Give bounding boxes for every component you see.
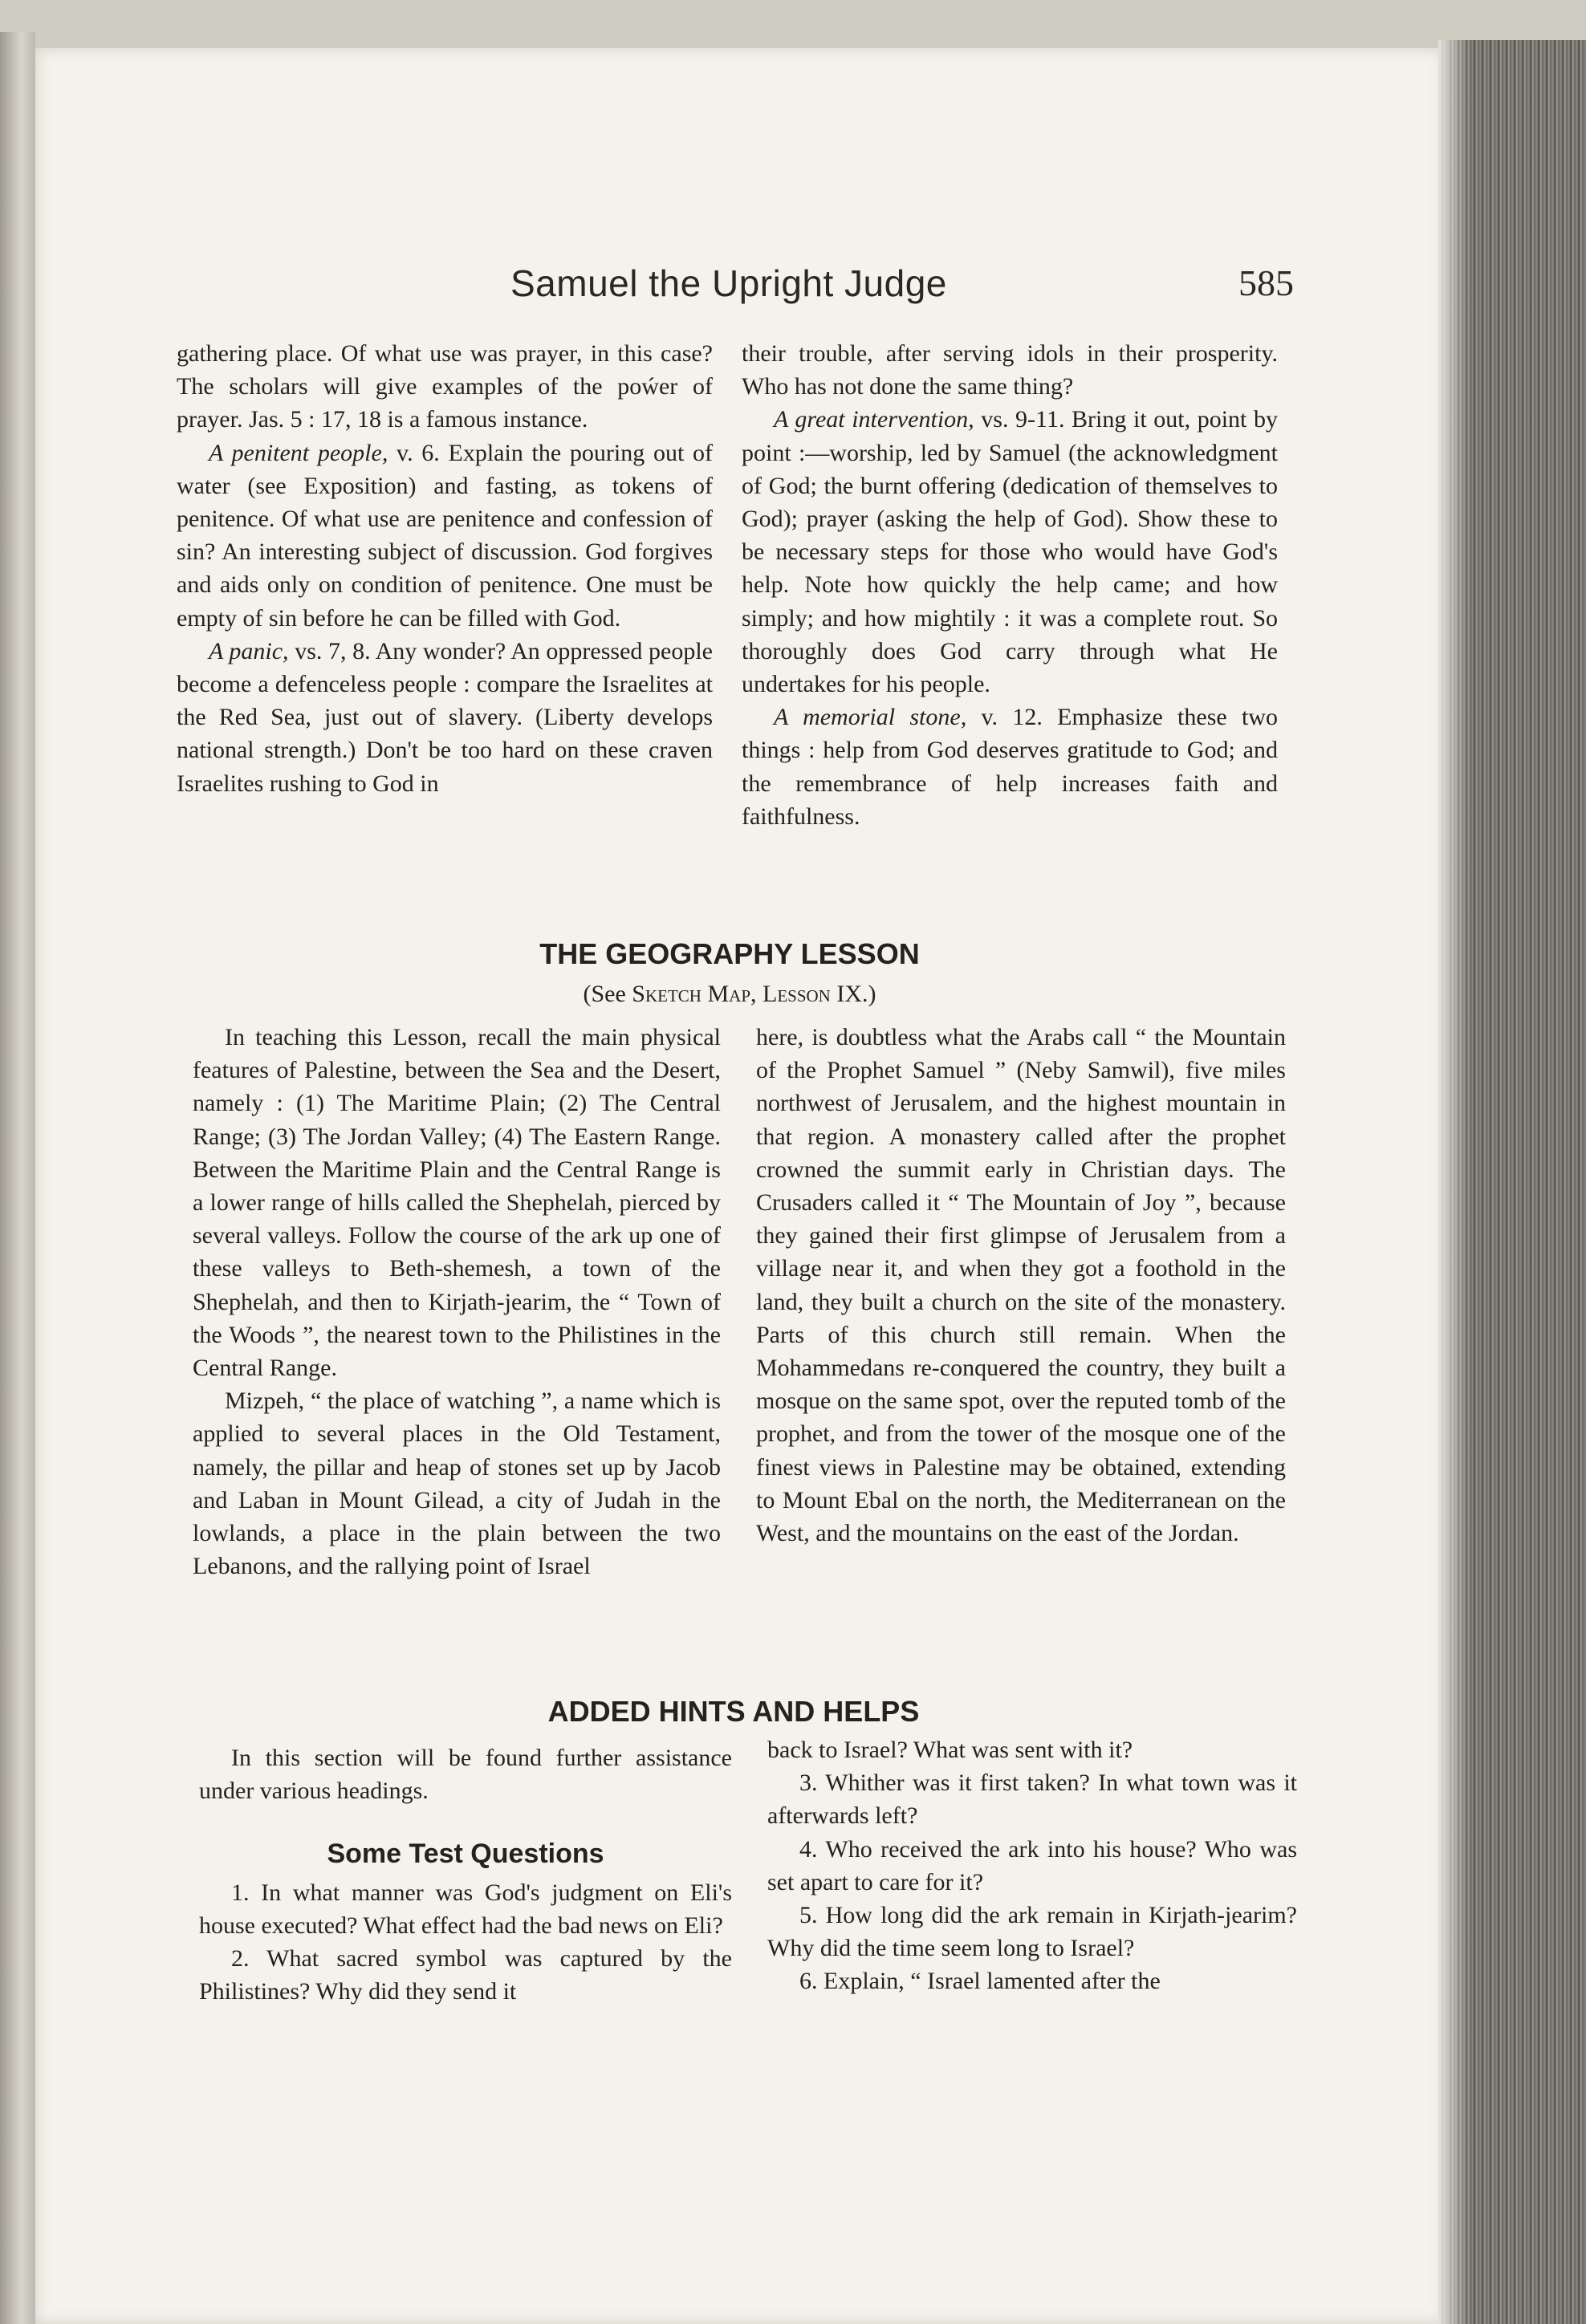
running-title: Samuel the Upright Judge — [510, 262, 947, 304]
paragraph: Mizpeh, “ the place of watching ”, a name which is applied to several places in the Old Testament, namely, the pillar and heap of stones set up by Jacob and Laban in Mount Gilead, a city of Judah in the lowlands, a place in the plain between the two Lebanons, and the rallying point of Israel — [193, 1387, 721, 1580]
paragraph-lead: A great intervention, — [774, 406, 974, 433]
section-subheading-geography — [181, 981, 1278, 1008]
paragraph-text: vs. 7, 8. Any wonder? An oppressed people become a defenceless people : compare the Israelites at the Red Sea, just out of slavery. (Liberty develops national strength.) Don't be too hard on these craven Israelites rushing to God in — [177, 637, 713, 797]
column-geography-left — [193, 1021, 721, 1583]
paragraph: In this section will be found further assistance under various headings. — [199, 1745, 732, 1805]
left-page-edge — [0, 32, 35, 2324]
subheading-test-questions: Some Test Questions — [327, 1838, 604, 1870]
question: 2. What sacred symbol was captured by the Philistines? Why did they send it — [199, 1945, 732, 2005]
page-number: 585 — [1238, 262, 1294, 303]
paragraph-lead: A memorial stone, — [774, 704, 967, 731]
paragraph — [177, 437, 713, 635]
question: 5. How long did the ark remain in Kirjath-jearim? Why did the time seem long to Israel? — [767, 1902, 1297, 1962]
paragraph-text: vs. 9-11. Bring it out, point by point :—worship, led by Samuel (the acknowledgment of God; the burnt offering (dedication of themselves to God); prayer (asking the help of God). Show these to be necessary steps for those who would have God's help. Note how quickly the help came; and how simply; and how mightily : it was a complete rout. So thoroughly does God carry through what He undertakes for his people. — [742, 406, 1278, 698]
section-heading-hints: ADDED HINTS AND HELPS — [547, 1695, 920, 1728]
question: 6. Explain, “ Israel lamented after the — [799, 1968, 1161, 1995]
question: 4. Who received the ark into his house? Who was set apart to care for it? — [767, 1835, 1297, 1895]
column-top-left — [177, 337, 713, 800]
column-hints-right — [767, 1733, 1297, 1998]
paragraph-lead: A penitent people, — [209, 439, 388, 466]
paragraph-lead: A panic, — [209, 637, 289, 664]
page-gutter-shadow — [1438, 40, 1470, 2324]
subheading-smallcaps: Sketch Map, Lesson — [632, 981, 831, 1007]
column-geography-right — [756, 1021, 1286, 1550]
paragraph: here, is doubtless what the Arabs call “ the Mountain of the Prophet Samuel ” (Neby Samwil), five miles northwest of Jerusalem, and the highest mountain in that region. A monastery called after the prophet crowned the summit early in Christian days. The Crusaders called it “ The Mountain of Joy ”, because they gained their first glimpse of Jerusalem from a village near it, and when they got a foothold in the land, they built a church on the site of the monastery. Parts of this church still remain. When the Mohammedans re-conquered the country, they built a mosque on the same spot, over the reputed tomb of the prophet, and from the tower of the mosque one of the finest views in Palestine may be obtained, extending to Mount Ebal on the north, the Mediterranean on the West, and the mountains on the east of the Jordan. — [756, 1024, 1286, 1547]
question: back to Israel? What was sent with it? — [767, 1737, 1133, 1763]
paragraph — [177, 635, 713, 800]
paragraph: In teaching this Lesson, recall the main physical features of Palestine, between the Sea and the Desert, namely : (1) The Maritime Plain; (2) The Central Range; (3) The Jordan Valley; (4) The Eastern Range. Between the Maritime Plain and the Central Range is a lower range of hills called the Shephelah, pierced by several valleys. Follow the course of the ark up one of these valleys to Beth-shemesh, a town of the Shephelah, and then to Kirjath-jearim, the “ Town of the Woods ”, the nearest town to the Philistines in the Central Range. — [193, 1024, 721, 1382]
column-hints-left — [199, 1741, 732, 2008]
question: 1. In what manner was God's judgment on Eli's house executed? What effect had the bad news on Eli? — [199, 1879, 732, 1939]
question: 3. Whither was it first taken? In what town was it afterwards left? — [767, 1769, 1297, 1830]
section-heading-geography: THE GEOGRAPHY LESSON — [539, 937, 920, 970]
running-header — [181, 262, 1294, 318]
subheading-open: (See — [583, 981, 632, 1007]
paragraph: their trouble, after serving idols in their prosperity. Who has not done the same thing? — [742, 340, 1278, 400]
subheading-close: IX.) — [830, 981, 876, 1007]
paragraph: gathering place. Of what use was prayer, in this case? The scholars will give examples of the poẃer of prayer. Jas. 5 : 17, 18 is a famous instance. — [177, 340, 713, 433]
paragraph-text: v. 12. Emphasize these two things : help from God deserves gratitude to God; and the remembrance of help increases faith and faithfulness. — [742, 704, 1278, 830]
column-top-right — [742, 337, 1278, 833]
paragraph-text: v. 6. Explain the pouring out of water (see Exposition) and fasting, as tokens of penitence. Of what use are penitence and confession of sin? An interesting subject of discussion. God forgives and aids only on condition of penitence. One must be empty of sin before he can be filled with God. — [177, 439, 713, 632]
paragraph — [742, 403, 1278, 701]
paragraph — [742, 701, 1278, 833]
